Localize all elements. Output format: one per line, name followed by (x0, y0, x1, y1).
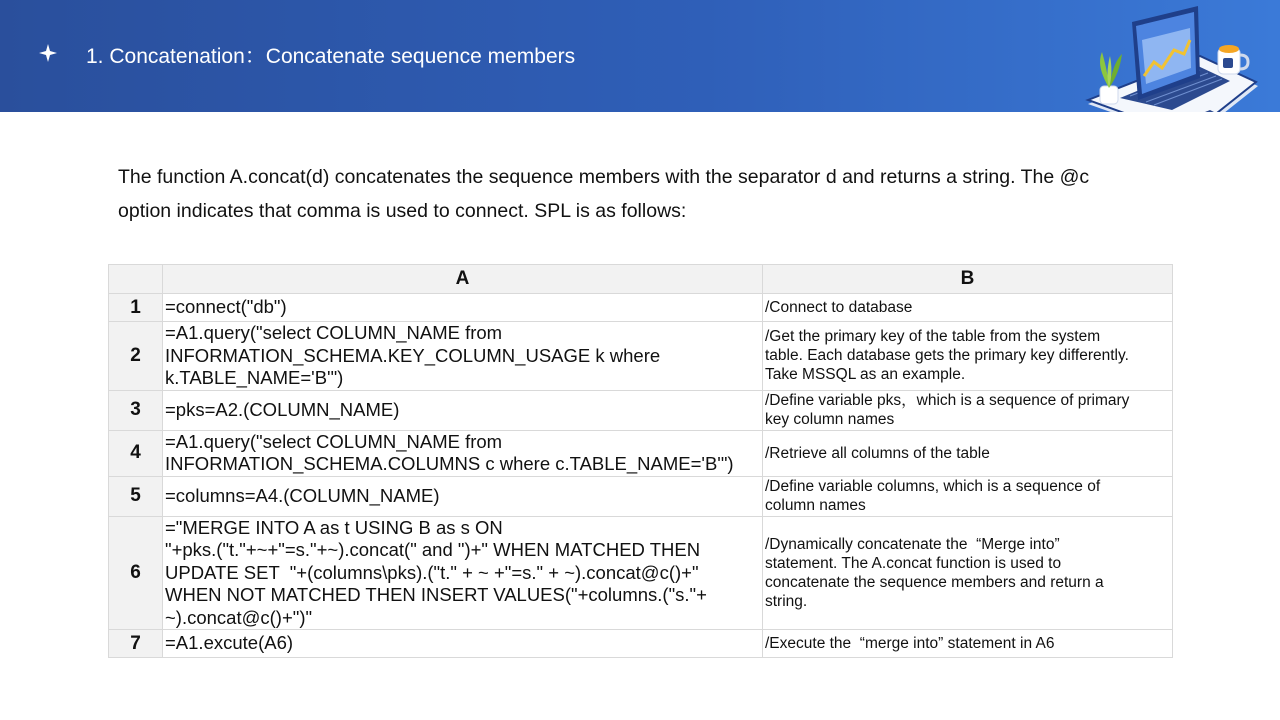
corner-cell (109, 265, 163, 294)
laptop-illustration (1080, 0, 1280, 112)
row-number: 3 (109, 390, 163, 430)
cell-b: /Get the primary key of the table from the system table. Each database gets the primary key differently. Take MSSQL as an example. (763, 322, 1173, 391)
cell-a: =connect("db") (163, 294, 763, 322)
cell-b: /Dynamically concatenate the “Merge into” statement. The A.concat function is used to concatenate the sequence members and return a string. (763, 516, 1173, 630)
table-row (109, 630, 1173, 658)
table-row (109, 516, 1173, 630)
cell-a: =A1.excute(A6) (163, 630, 763, 658)
cell-a: =columns=A4.(COLUMN_NAME) (163, 476, 763, 516)
cell-b: /Define variable columns, which is a sequence of column names (763, 476, 1173, 516)
row-number: 7 (109, 630, 163, 658)
page-title: 1. Concatenation：Concatenate sequence members (86, 45, 576, 68)
cell-a: =pks=A2.(COLUMN_NAME) (163, 390, 763, 430)
row-number: 6 (109, 516, 163, 630)
cell-b: /Retrieve all columns of the table (763, 430, 1173, 476)
cell-a: ="MERGE INTO A as t USING B as s ON "+pks.("t."+~+"=s."+~).concat(" and ")+" WHEN MATCHED THEN UPDATE SET "+(columns\pks).("t." + ~ +"=s." + ~).concat@c()+" WHEN NOT MATCHED THEN INSERT VALUES("+columns.("s."+ ~).concat@c()+")" (163, 516, 763, 630)
intro-paragraph: The function A.concat(d) concatenates the sequence members with the separator d and returns a string. The @c option indicates that comma is used to connect. SPL is as follows: (118, 166, 1090, 222)
row-number: 1 (109, 294, 163, 322)
cell-b: /Connect to database (763, 294, 1173, 322)
column-header-row (109, 265, 1173, 294)
sparkle-icon (38, 43, 58, 63)
cell-b: /Execute the “merge into” statement in A6 (763, 630, 1173, 658)
spl-grid (108, 264, 1173, 658)
cell-b: /Define variable pks，which is a sequence of primary key column names (763, 390, 1173, 430)
cell-a: =A1.query("select COLUMN_NAME from INFORMATION_SCHEMA.KEY_COLUMN_USAGE k where k.TABLE_NAME='B'") (163, 322, 763, 391)
column-header-b: B (763, 265, 1173, 294)
coffee-mug-icon (1218, 45, 1248, 74)
cell-a: =A1.query("select COLUMN_NAME from INFORMATION_SCHEMA.COLUMNS c where c.TABLE_NAME='B'") (163, 430, 763, 476)
row-number: 4 (109, 430, 163, 476)
row-number: 2 (109, 322, 163, 391)
title-banner (0, 0, 1280, 112)
table-row (109, 430, 1173, 476)
row-number: 5 (109, 476, 163, 516)
table-row (109, 476, 1173, 516)
table-row (109, 390, 1173, 430)
table-row (109, 294, 1173, 322)
table-row (109, 322, 1173, 391)
column-header-a: A (163, 265, 763, 294)
